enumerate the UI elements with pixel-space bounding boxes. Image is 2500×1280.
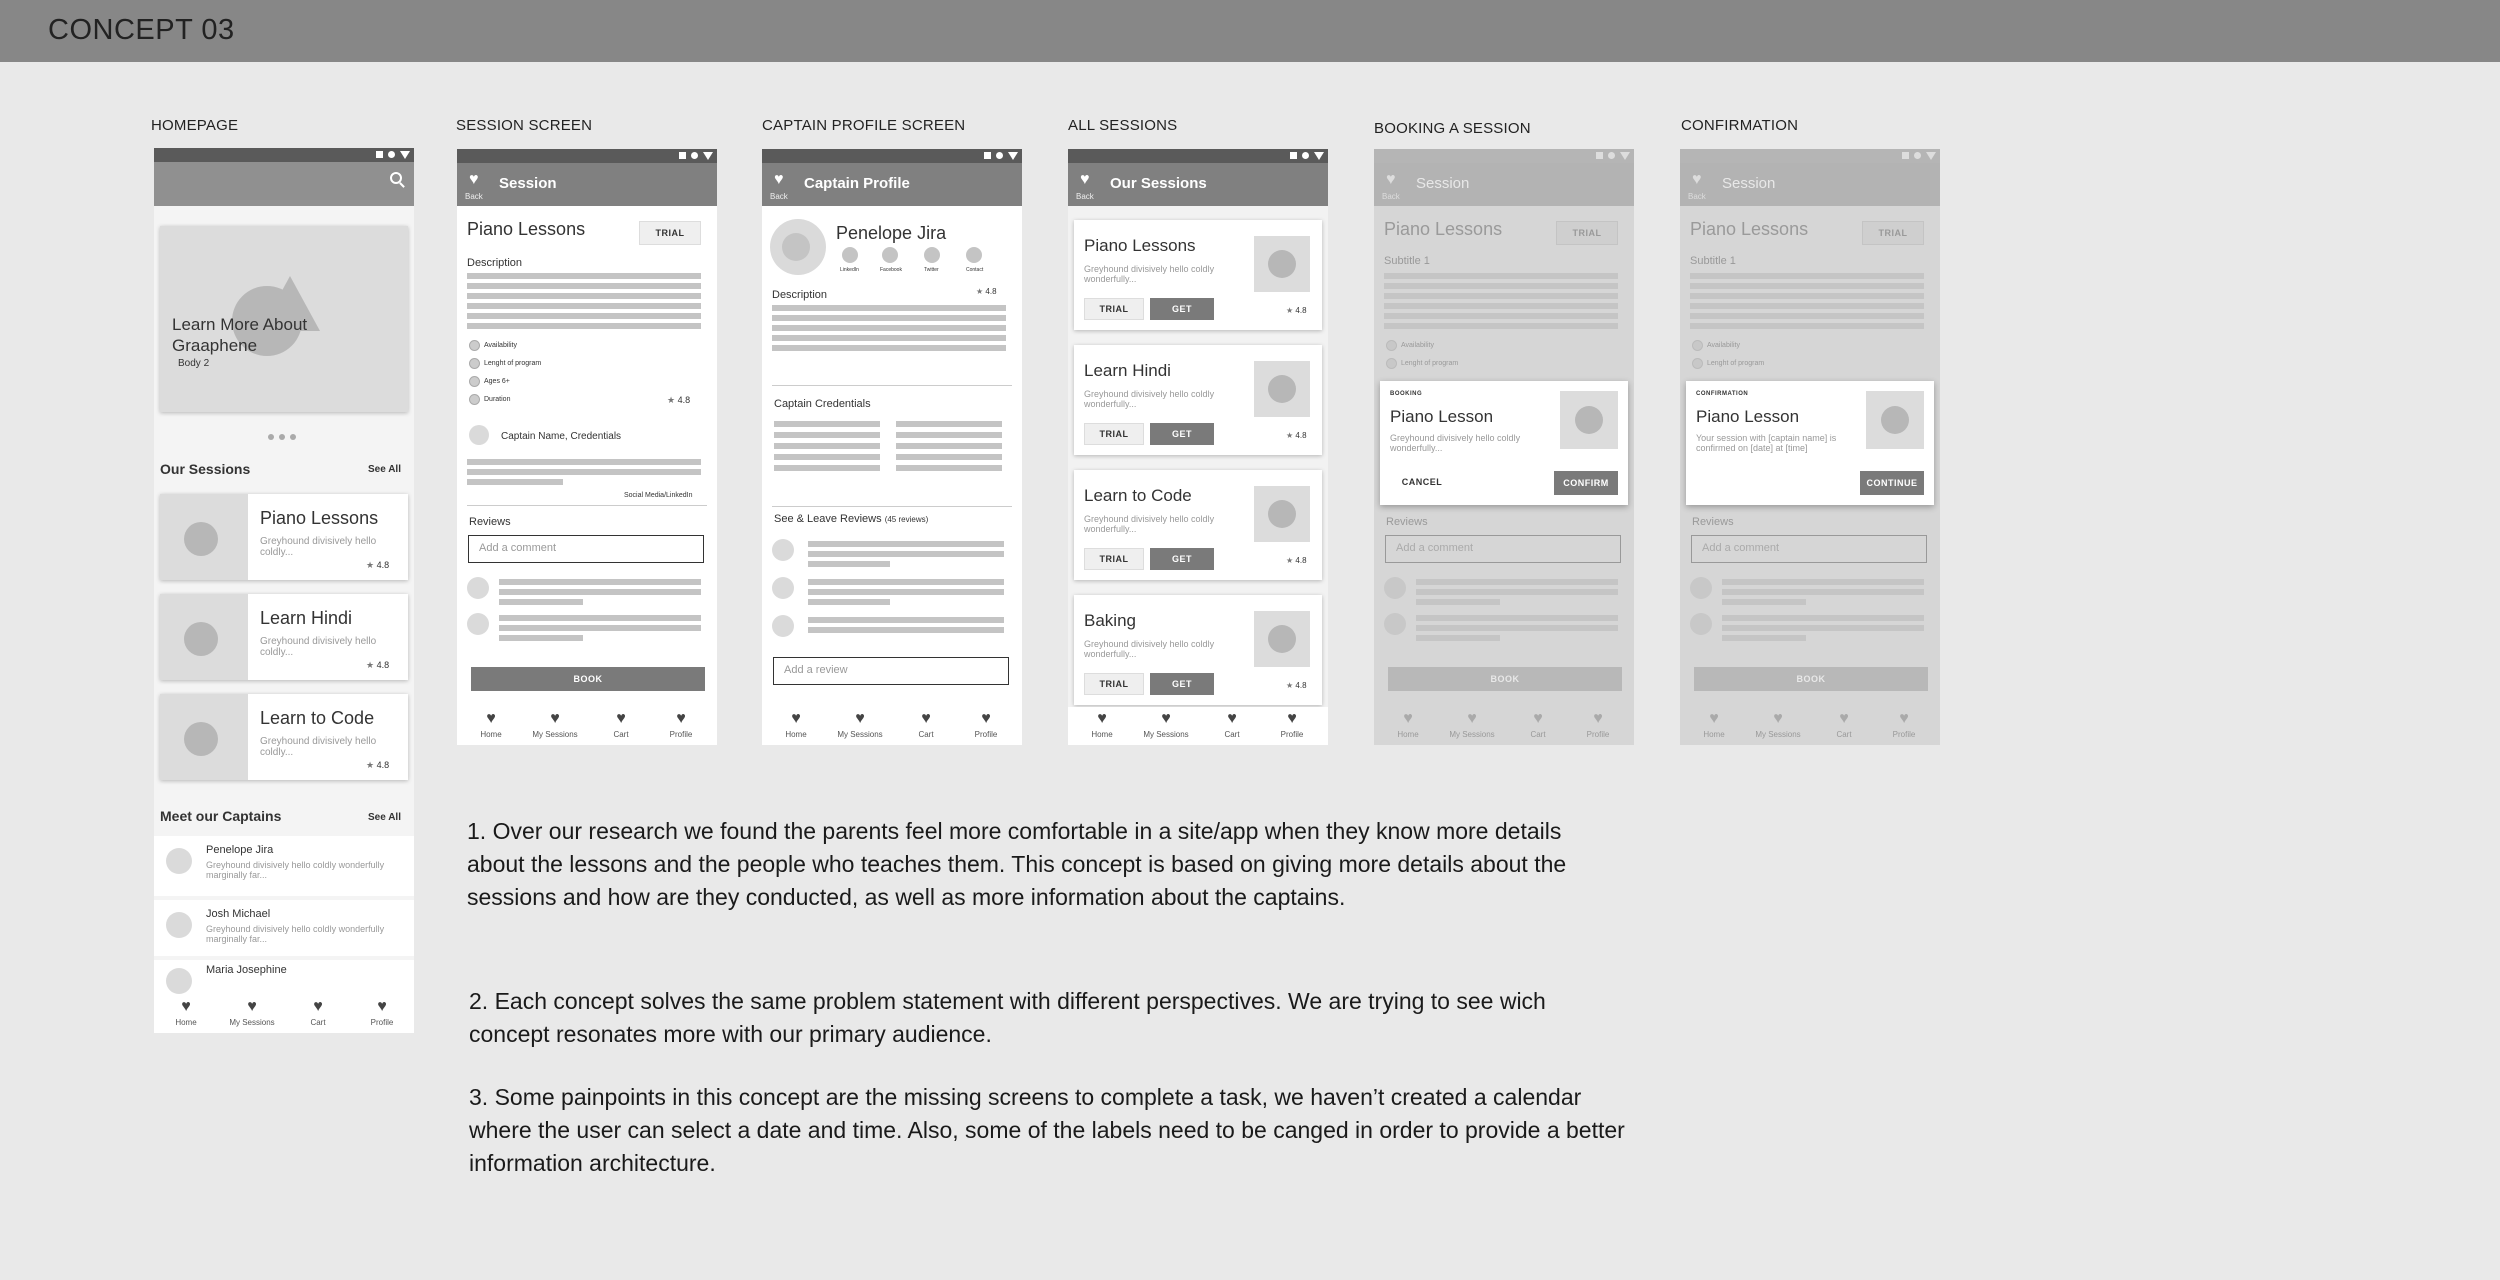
- facebook-icon[interactable]: [882, 247, 898, 263]
- session-title: Learn to Code: [260, 708, 375, 728]
- twitter-icon[interactable]: [924, 247, 940, 263]
- nav-my-sessions: ♥ My Sessions: [1755, 710, 1801, 739]
- app-bar: [154, 162, 414, 206]
- hero-card[interactable]: [160, 226, 408, 412]
- nav-my-sessions: ♥ My Sessions: [1449, 710, 1495, 739]
- bottom-nav: [1374, 707, 1634, 745]
- nav-cart: ♥ Cart: [1530, 710, 1546, 739]
- check-label: Availability: [484, 342, 517, 349]
- rating: ★ 4.8: [1286, 306, 1307, 315]
- reviews-heading: Reviews: [1386, 516, 1428, 528]
- see-all-link[interactable]: See All: [368, 464, 401, 475]
- nav-profile[interactable]: ♥ Profile: [651, 711, 711, 739]
- get-button[interactable]: GET: [1150, 548, 1214, 570]
- comment-input[interactable]: Add a comment: [468, 535, 704, 563]
- heart-icon: ♥: [1287, 710, 1297, 727]
- session-card[interactable]: [160, 594, 408, 680]
- nav-cart[interactable]: ♥ Cart: [896, 711, 956, 739]
- heart-icon: ♥: [181, 998, 191, 1015]
- heart-icon: ♥: [616, 710, 626, 727]
- nav-profile: ♥ Profile: [1586, 710, 1610, 739]
- session-title: Piano Lessons: [260, 508, 379, 528]
- avatar: [772, 615, 794, 637]
- trial-button: TRIAL: [1556, 221, 1618, 245]
- dialog-label: CONFIRMATION: [1696, 391, 1749, 397]
- dialog-desc: Your session with [captain name] is confirmed on [date] at [time]: [1696, 433, 1837, 453]
- bottom-nav: [457, 707, 717, 745]
- heart-icon: ♥: [377, 998, 387, 1015]
- session-card[interactable]: [1074, 345, 1322, 455]
- app-bar: ♥ Back Session: [1680, 163, 1940, 206]
- session-title: Piano Lessons: [1384, 219, 1503, 239]
- captain-desc: Greyhound divisively hello coldly wonderfully marginally far...: [206, 924, 385, 944]
- screen-title-session: SESSION SCREEN: [456, 117, 593, 134]
- session-title: Learn to Code: [1084, 486, 1192, 505]
- comment-input: Add a comment: [1691, 535, 1927, 563]
- star-icon: ★: [1286, 306, 1294, 315]
- session-card[interactable]: [160, 494, 408, 580]
- social-label: Contact: [966, 267, 984, 273]
- nav-home[interactable]: ♥ Home: [1072, 711, 1132, 739]
- book-button: BOOK: [1388, 667, 1622, 691]
- heart-icon: ♥: [1386, 171, 1396, 188]
- dialog-title: Piano Lesson: [1696, 407, 1800, 426]
- nav-cart[interactable]: ♥ Cart: [591, 711, 651, 739]
- trial-button[interactable]: TRIAL: [1084, 423, 1144, 445]
- session-card[interactable]: [1074, 220, 1322, 330]
- dialog-label: BOOKING: [1390, 391, 1423, 397]
- note-1: 1. Over our research we found the parents feel more comfortable in a site/app when they know more details about the lessons and the people who teaches them. This concept is based on giving more details about the sessions and how are they conducted, as well as more information about the captains.: [467, 818, 1567, 910]
- avatar: [772, 539, 794, 561]
- heart-icon: ♥: [676, 710, 686, 727]
- get-button[interactable]: GET: [1150, 298, 1214, 320]
- screen-title-booking: BOOKING A SESSION: [1374, 120, 1531, 137]
- trial-button: TRIAL: [1862, 221, 1924, 245]
- homepage-phone: [154, 148, 414, 1033]
- carousel-dots[interactable]: [268, 427, 296, 445]
- book-button: BOOK: [1694, 667, 1928, 691]
- star-icon: ★: [1286, 431, 1294, 440]
- session-title: Piano Lessons: [467, 219, 586, 239]
- rating: ★ 4.8: [366, 560, 390, 570]
- heart-icon: ♥: [550, 710, 560, 727]
- avatar: [467, 577, 489, 599]
- book-button[interactable]: BOOK: [471, 667, 705, 691]
- captains-heading: Meet our Captains: [160, 808, 282, 824]
- session-title: Piano Lessons: [1690, 219, 1809, 239]
- reviews-heading: Reviews: [1692, 516, 1734, 528]
- screen-title-all: ALL SESSIONS: [1068, 117, 1178, 134]
- session-title: Baking: [1084, 611, 1136, 630]
- captain-row[interactable]: [154, 836, 414, 896]
- nav-home: ♥ Home: [1397, 710, 1419, 739]
- status-bar: [154, 148, 414, 162]
- check-label: Duration: [484, 396, 511, 403]
- heart-icon[interactable]: ♥: [1080, 171, 1090, 188]
- session-desc: Greyhound divisively hello coldly wonderfully...: [1084, 389, 1215, 409]
- booking-phone: ♥ Back Session Piano Lessons TRIAL Subtitle 1 Availability Lenght of program BOOKING Piano Lesson Greyhound divisively hello coldly wonderfully... CANCEL CONFIRM Reviews Add a comment BOOK ♥ Home ♥ My Sessions ♥ Cart ♥ Profile: [1374, 149, 1634, 745]
- see-all-captains-link[interactable]: See All: [368, 812, 401, 823]
- app-bar-title: Session: [1722, 175, 1776, 192]
- heart-icon[interactable]: ♥: [469, 171, 479, 188]
- captain-desc: Greyhound divisively hello coldly wonderfully marginally far...: [206, 860, 385, 880]
- star-icon: ★: [1286, 556, 1294, 565]
- nav-cart[interactable]: ♥ Cart: [288, 999, 348, 1027]
- captain-name: Maria Josephine: [206, 964, 287, 976]
- nav-home: ♥ Home: [1703, 710, 1725, 739]
- session-desc: Greyhound divisively hello coldly...: [260, 736, 377, 758]
- heart-icon: ♥: [486, 710, 496, 727]
- screen-title-captain: CAPTAIN PROFILE SCREEN: [762, 117, 966, 134]
- captain-name: Josh Michael: [206, 908, 271, 920]
- heart-icon: ♥: [791, 710, 801, 727]
- subtitle: Subtitle 1: [1384, 255, 1430, 267]
- rating: ★ 4.8: [1286, 431, 1307, 440]
- captain-avatar: [770, 219, 826, 275]
- session-title: Learn Hindi: [1084, 361, 1171, 380]
- nav-home[interactable]: ♥ Home: [461, 711, 521, 739]
- avatar: [467, 613, 489, 635]
- trial-button[interactable]: TRIAL: [1084, 548, 1144, 570]
- app-bar-title: Our Sessions: [1110, 175, 1207, 192]
- social-link[interactable]: Social Media/LinkedIn: [624, 492, 693, 499]
- rating: ★ 4.8: [667, 395, 691, 405]
- check-icon: [469, 394, 480, 405]
- captain-phone: [762, 149, 1022, 745]
- rating: ★ 4.8: [1286, 556, 1307, 565]
- bottom-nav: [1680, 707, 1940, 745]
- cancel-button[interactable]: CANCEL: [1390, 471, 1454, 495]
- check-icon: [469, 340, 480, 351]
- header-bar: [0, 0, 2500, 62]
- note-2: 2. Each concept solves the same problem statement with different perspectives. We are trying to see wich concept resonates more with our primary audience.: [469, 988, 1546, 1047]
- booking-dialog: [1380, 381, 1628, 505]
- session-desc: Greyhound divisively hello coldly...: [260, 636, 377, 658]
- rating: ★ 4.8: [366, 760, 390, 770]
- nav-profile[interactable]: ♥ Profile: [352, 999, 412, 1027]
- nav-home[interactable]: ♥ Home: [766, 711, 826, 739]
- star-icon: ★: [366, 660, 375, 670]
- session-phone: [457, 149, 717, 745]
- continue-button[interactable]: CONTINUE: [1860, 471, 1924, 495]
- captain-row[interactable]: [154, 960, 414, 996]
- nav-my-sessions[interactable]: ♥ My Sessions: [525, 711, 585, 739]
- app-bar-title: Captain Profile: [804, 175, 910, 192]
- heart-icon: ♥: [313, 998, 323, 1015]
- get-button[interactable]: GET: [1150, 423, 1214, 445]
- check-label: Lenght of program: [484, 360, 542, 367]
- reviews-heading: Reviews: [469, 516, 511, 528]
- dialog-desc: Greyhound divisively hello coldly wonderfully...: [1390, 433, 1521, 453]
- session-card[interactable]: [1074, 595, 1322, 705]
- app-bar-title: Session: [499, 175, 557, 192]
- heart-icon: ♥: [1097, 710, 1107, 727]
- hero-title: Learn More About Graaphene: [172, 315, 308, 355]
- nav-profile: ♥ Profile: [1892, 710, 1916, 739]
- session-title: Learn Hindi: [260, 608, 353, 628]
- trial-button[interactable]: TRIAL: [639, 221, 701, 245]
- our-sessions-heading: Our Sessions: [160, 461, 251, 477]
- session-card[interactable]: [160, 694, 408, 780]
- confirmation-phone: ♥ Back Session Piano Lessons TRIAL Subtitle 1 Availability Lenght of program CONFIRMATION Piano Lesson Your session with [captain name] is confirmed on [date] at [time] CONTINUE Reviews Add a comment BOOK ♥ Home ♥ My Sessions ♥ Cart ♥ Profile: [1680, 149, 1940, 745]
- heart-icon: ♥: [1161, 710, 1171, 727]
- reviews-link[interactable]: See & Leave Reviews (45 reviews): [774, 513, 929, 525]
- check-label: Ages 6+: [484, 378, 510, 385]
- nav-my-sessions[interactable]: ♥ My Sessions: [222, 999, 282, 1027]
- nav-my-sessions[interactable]: ♥ My Sessions: [1136, 711, 1196, 739]
- nav-profile[interactable]: ♥ Profile: [1262, 711, 1322, 739]
- heart-icon: ♥: [921, 710, 931, 727]
- heart-icon: ♥: [855, 710, 865, 727]
- session-title: Piano Lessons: [1084, 236, 1196, 255]
- bottom-nav: [1068, 707, 1328, 745]
- captain-avatar[interactable]: [469, 425, 489, 445]
- nav-cart[interactable]: ♥ Cart: [1202, 711, 1262, 739]
- session-desc: Greyhound divisively hello coldly...: [260, 536, 377, 558]
- rating: ★ 4.8: [1286, 681, 1307, 690]
- description-heading: Description: [467, 257, 523, 269]
- nav-my-sessions[interactable]: ♥ My Sessions: [830, 711, 890, 739]
- social-label: Twitter: [924, 267, 939, 273]
- rating: ★ 4.8: [976, 287, 997, 296]
- avatar: [166, 912, 192, 938]
- star-icon: ★: [366, 560, 375, 570]
- back-label[interactable]: Back: [465, 192, 483, 201]
- star-icon: ★: [976, 287, 984, 296]
- bottom-nav: [154, 995, 414, 1033]
- credentials-heading: Captain Credentials: [774, 398, 871, 410]
- avatar: [166, 848, 192, 874]
- social-label: Facebook: [880, 267, 902, 273]
- review-input[interactable]: Add a review: [773, 657, 1009, 685]
- avatar: [166, 968, 192, 994]
- captain-row[interactable]: [154, 900, 414, 956]
- captain-name: Penelope Jira: [836, 223, 947, 243]
- all-sessions-phone: [1068, 149, 1328, 745]
- check-icon: [469, 376, 480, 387]
- get-button[interactable]: GET: [1150, 673, 1214, 695]
- hero-subtitle: Body 2: [178, 358, 210, 369]
- nav-home[interactable]: ♥ Home: [156, 999, 216, 1027]
- trial-button[interactable]: TRIAL: [1084, 298, 1144, 320]
- heart-icon: ♥: [247, 998, 257, 1015]
- comment-input: Add a comment: [1385, 535, 1621, 563]
- heart-icon: ♥: [1227, 710, 1237, 727]
- app-bar-title: Session: [1416, 175, 1470, 192]
- avatar: [772, 577, 794, 599]
- screen-title-confirmation: CONFIRMATION: [1681, 117, 1799, 134]
- back-label[interactable]: Back: [770, 192, 788, 201]
- app-bar: ♥ Back Session: [1374, 163, 1634, 206]
- trial-button[interactable]: TRIAL: [1084, 673, 1144, 695]
- nav-cart: ♥ Cart: [1836, 710, 1852, 739]
- screen-title-homepage: HOMEPAGE: [151, 117, 239, 134]
- captain-credentials[interactable]: Captain Name, Credentials: [501, 431, 622, 442]
- back-label[interactable]: Back: [1076, 192, 1094, 201]
- linkedin-icon[interactable]: [842, 247, 858, 263]
- note-3: 3. Some painpoints in this concept are the missing screens to complete a task, we haven’t created a calendar where the user can select a date and time. Also, some of the labels need to be canged in order to provide a better information architecture.: [469, 1084, 1625, 1176]
- star-icon: ★: [366, 760, 375, 770]
- heart-icon[interactable]: ♥: [774, 171, 784, 188]
- session-desc: Greyhound divisively hello coldly wonderfully...: [1084, 514, 1215, 534]
- nav-profile[interactable]: ♥ Profile: [956, 711, 1016, 739]
- app-bar: [1068, 163, 1328, 206]
- rating: ★ 4.8: [366, 660, 390, 670]
- session-desc: Greyhound divisively hello coldly wonderfully...: [1084, 639, 1215, 659]
- heart-icon: ♥: [981, 710, 991, 727]
- bottom-nav: [762, 707, 1022, 745]
- check-icon: [469, 358, 480, 369]
- confirm-button[interactable]: CONFIRM: [1554, 471, 1618, 495]
- star-icon: ★: [1286, 681, 1294, 690]
- app-bar: [762, 163, 1022, 206]
- heart-icon: ♥: [1692, 171, 1702, 188]
- star-icon: ★: [667, 395, 676, 405]
- subtitle: Subtitle 1: [1690, 255, 1736, 267]
- search-icon[interactable]: [390, 172, 402, 184]
- session-desc: Greyhound divisively hello coldly wonderfully...: [1084, 264, 1215, 284]
- app-bar: [457, 163, 717, 206]
- social-label: LinkedIn: [840, 267, 859, 273]
- page-title: CONCEPT 03: [48, 14, 235, 46]
- session-card[interactable]: [1074, 470, 1322, 580]
- dialog-title: Piano Lesson: [1390, 407, 1494, 426]
- contact-icon[interactable]: [966, 247, 982, 263]
- description-heading: Description: [772, 289, 828, 301]
- confirmation-dialog: [1686, 381, 1934, 505]
- captain-name: Penelope Jira: [206, 844, 274, 856]
